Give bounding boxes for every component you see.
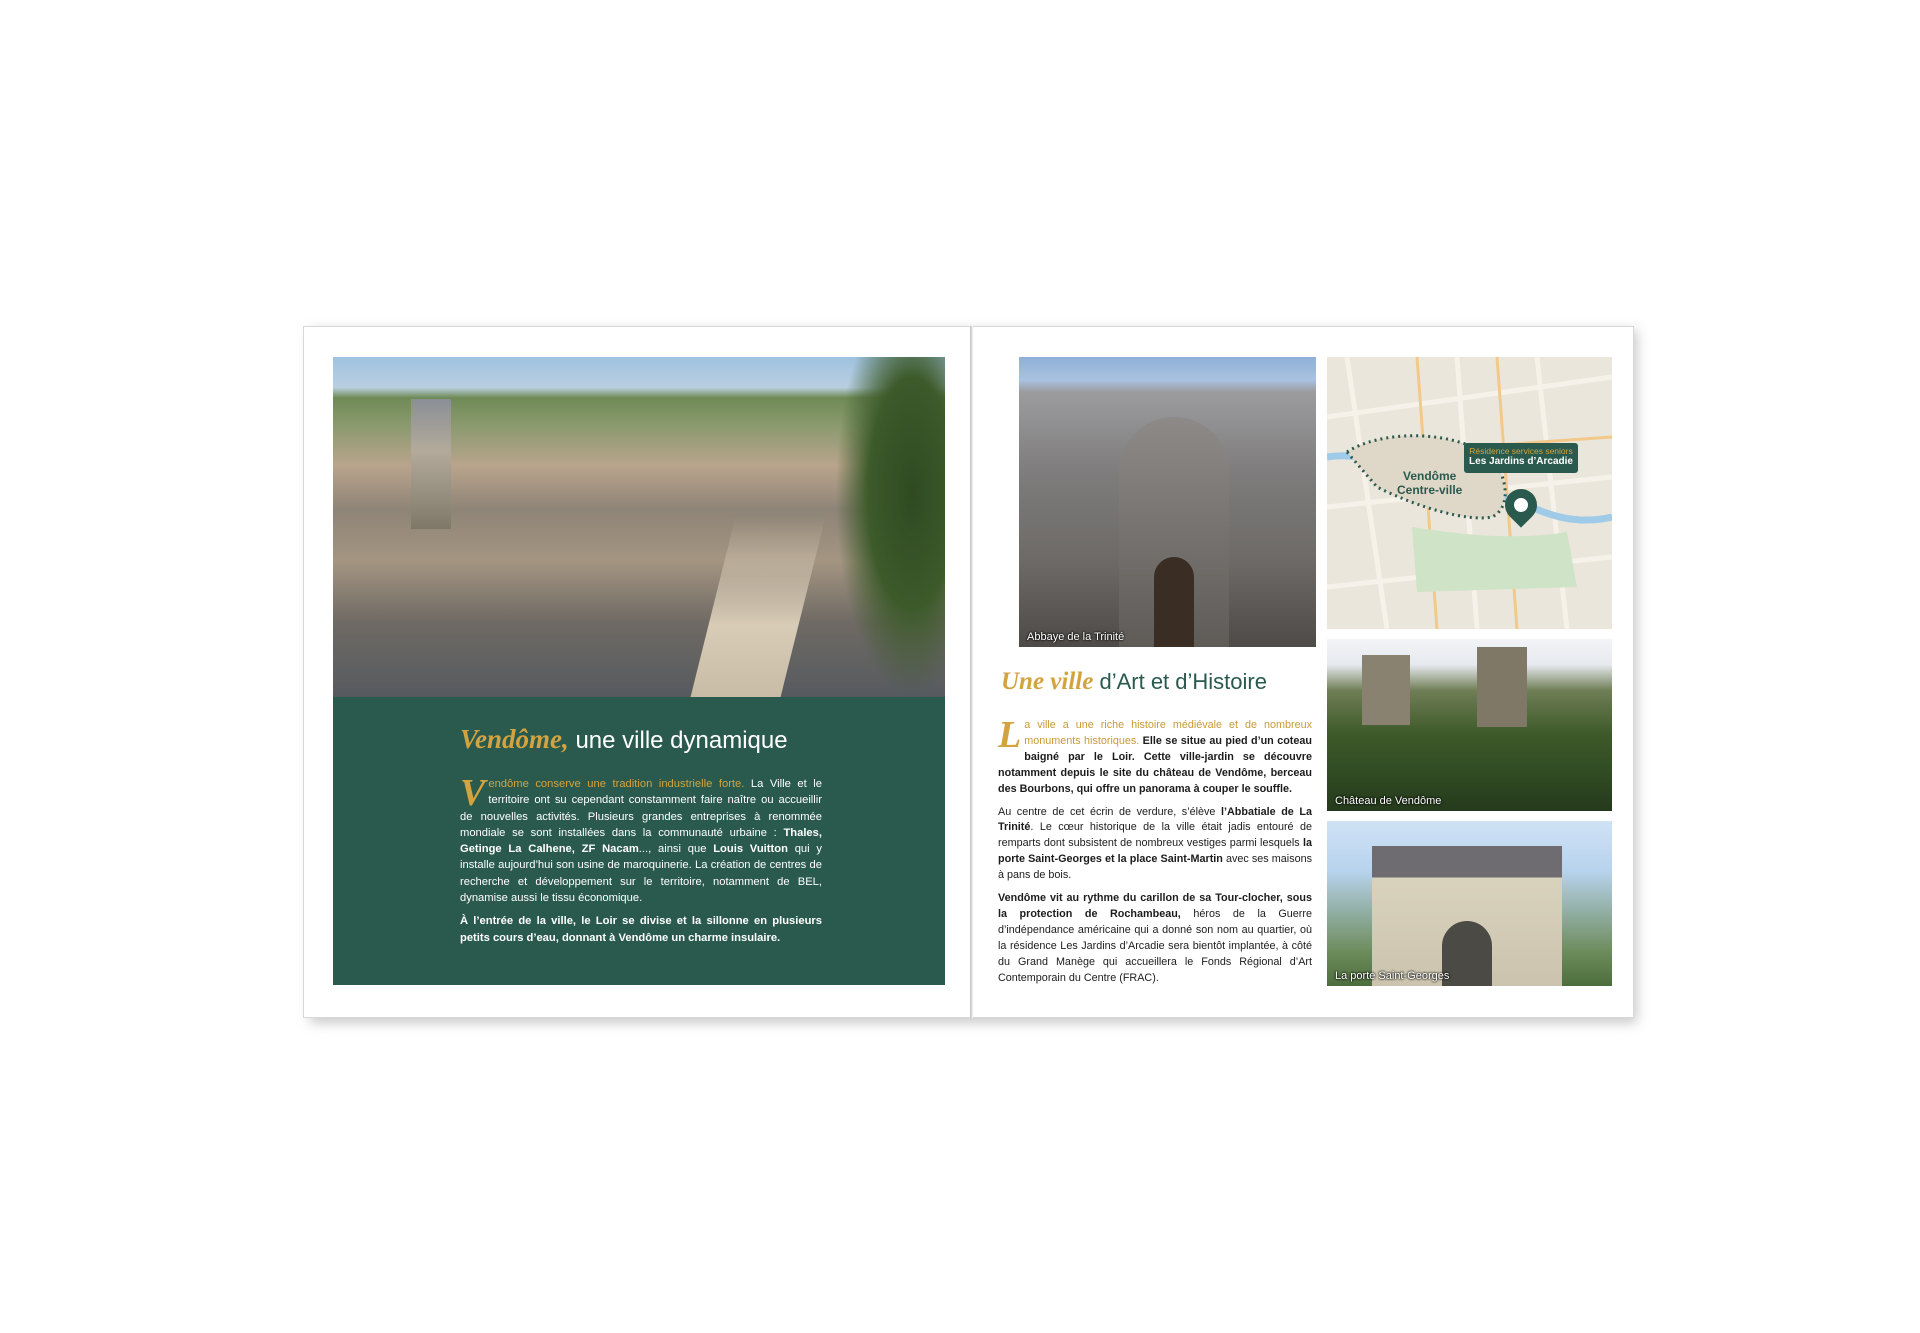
text-run: avec ses maisons à pans de bois. <box>998 853 1313 882</box>
porte-caption: La porte Saint-Georges <box>1335 970 1450 982</box>
street <box>691 517 826 697</box>
left-heading-accent: Vendôme, <box>460 724 569 754</box>
text-run: La Ville et le territoire ont su cependant constamment faire naître ou accueillir de nouvelles activités. Plusieurs grandes entreprises à renommée mondiale se sont installées dans la communauté urbaine : <box>460 778 822 839</box>
left-heading <box>460 724 788 755</box>
ruin-tower <box>1477 647 1527 727</box>
left-body <box>460 772 822 953</box>
left-dropcap: V <box>460 772 486 814</box>
text-run: ..., ainsi que <box>638 843 714 856</box>
abbey-caption: Abbaye de la Trinité <box>1027 631 1125 643</box>
right-body <box>998 714 1313 994</box>
text-run: , qui offre un panorama à couper le souffle. <box>1070 782 1292 795</box>
text-run: Au centre de cet écrin de verdure, s’élève <box>998 805 1222 818</box>
text-run: château de Vendôme, berceau des Bourbons <box>998 766 1312 795</box>
text-run: la porte Saint-Georges et la place Saint-Martin <box>998 837 1312 866</box>
right-paragraph-2 <box>998 805 1312 885</box>
right-dropcap: L <box>998 714 1022 756</box>
left-heading-rest: une ville dynamique <box>575 727 788 754</box>
right-lead: a ville a une riche histoire médiévale et de nombreux monuments historiques. <box>1024 719 1312 747</box>
left-paragraph-2 <box>460 913 822 946</box>
map-streets <box>1327 357 1612 629</box>
residence-label-line1: Résidence services seniors <box>1469 446 1573 456</box>
porte-saint-georges-photo <box>1327 821 1612 986</box>
abbey-photo <box>1019 357 1316 647</box>
left-lead: endôme conserve une tradition industrielle forte. <box>488 778 745 790</box>
bell-tower <box>411 399 451 529</box>
foreground-tree <box>835 357 945 697</box>
text-run: héros de la Guerre d’indépendance américaine qui a donné son nom au quartier, où la résidence Les Jardins d’Arcadie sera bientôt implantée, à côté du Grand Manège qui accueillera le Fonds Régional d’Art Contemporain du Centre (FRAC). <box>998 907 1312 984</box>
right-heading-rest: d’Art et d’Histoire <box>1099 669 1267 694</box>
right-heading-accent: Une ville <box>1001 668 1094 695</box>
residence-label-line2: Les Jardins d’Arcadie <box>1469 456 1573 467</box>
right-paragraph-3 <box>998 891 1312 986</box>
city-label-line1: Vendôme <box>1403 469 1457 483</box>
city-center-label <box>1397 469 1462 497</box>
brochure-gutter <box>970 326 973 1018</box>
town-aerial-photo <box>333 357 945 697</box>
ruin-tower <box>1362 655 1410 725</box>
text-run: qui y installe aujourd’hui son usine de maroquinerie. La création de centres de recherche et développement sur le territoire, notamment de BEL, dynamise aussi le tissu économique. <box>460 843 822 905</box>
right-paragraph-1 <box>998 714 1312 798</box>
text-run: À l’entrée de la ville, le Loir se divise et la sillonne en plusieurs petits cours d’eau, donnant à Vendôme un charme insulaire. <box>460 915 822 944</box>
text-run: l’Abbatiale de La Trinité <box>998 805 1312 834</box>
text-run: Vendôme vit au rythme du carillon de sa Tour-clocher, sous la protection de Rochambeau, <box>998 892 1312 920</box>
text-run: Elle se situe au pied d’un coteau baigné par le Loir. Cette ville-jardin se découvre notamment depuis le site du <box>998 734 1312 779</box>
gate-arch <box>1442 921 1492 986</box>
text-run: . Le cœur historique de la ville était jadis entouré de remparts dont subsistent de nombreux vestiges parmi lesquels <box>998 821 1312 850</box>
right-heading <box>1001 668 1267 696</box>
companies-list: Thales, Getinge La Calhene, ZF Nacam <box>460 826 822 856</box>
chateau-caption: Château de Vendôme <box>1335 795 1442 807</box>
city-label-line2: Centre-ville <box>1397 483 1463 497</box>
tree-icon <box>1511 495 1531 515</box>
abbey-door <box>1154 557 1194 647</box>
location-map <box>1327 357 1612 629</box>
company-name: Louis Vuitton <box>713 843 788 856</box>
left-paragraph-1 <box>460 772 822 906</box>
chateau-photo <box>1327 639 1612 811</box>
residence-label <box>1464 443 1578 473</box>
